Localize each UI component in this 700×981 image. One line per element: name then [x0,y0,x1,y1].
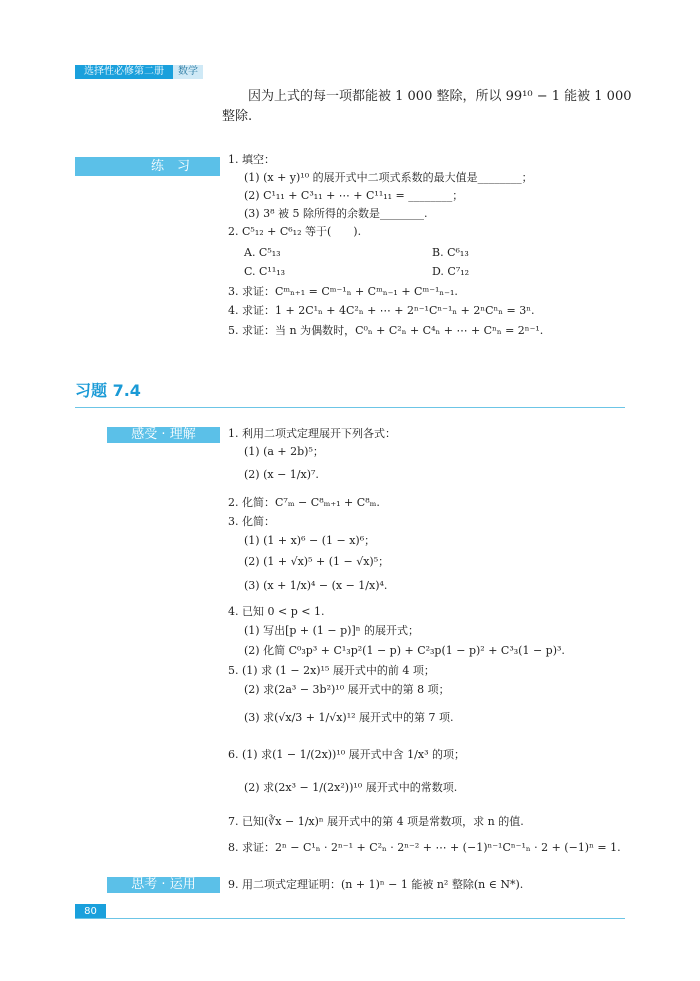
exercise-item: 5. (1) 求 (1 − 2x)¹⁵ 展开式中的前 4 项； [228,664,435,677]
practice-item: 1. 填空： [228,153,275,166]
exercise-item: (2) 化简 C⁰₃p³ + C¹₃p²(1 − p) + C²₃p(1 − p)² + C³₃(1 − p)³. [244,644,565,657]
practice-item: (1) (x + y)¹⁰ 的展开式中二项式系数的最大值是________； [244,171,533,184]
exercise-item: 4. 已知 0 < p < 1. [228,605,325,618]
exercise-item: 3. 化简： [228,515,275,528]
exercise-item: 9. 用二项式定理证明：(n + 1)ⁿ − 1 能被 n² 整除(n ∈ N*). [228,878,524,891]
choice-d: D. C⁷₁₂ [432,265,470,278]
subject-tag: 数学 [173,65,203,79]
choice-a: A. C⁵₁₃ [244,246,281,259]
book-title-tag: 选择性必修第二册 [75,65,173,79]
exercise-item: (1) (a + 2b)⁵； [244,445,324,458]
choice-b: B. C⁶₁₃ [432,246,469,259]
exercise-item: (3) 求(√x/3 + 1/√x)¹² 展开式中的第 7 项. [244,711,454,724]
practice-item: (3) 3⁸ 被 5 除所得的余数是________. [244,207,428,220]
category-label-apply: 思考 · 运用 [107,877,220,893]
exercise-item: (3) (x + 1/x)⁴ − (x − 1/x)⁴. [244,579,388,592]
exercise-item: 2. 化简：C⁷ₘ − C⁸ₘ₊₁ + C⁸ₘ. [228,496,380,509]
intro-line: 整除. [222,109,253,124]
category-label-understand: 感受 · 理解 [107,427,220,443]
exercise-item: (2) (x − 1/x)⁷. [244,468,319,481]
section-divider [75,407,625,408]
practice-label [75,157,220,176]
exercise-item: (1) (1 + x)⁶ − (1 − x)⁶； [244,534,376,547]
choice-c: C. C¹¹₁₃ [244,265,286,278]
practice-item: 2. C⁵₁₂ + C⁶₁₂ 等于( ). [228,225,362,238]
exercise-item: 1. 利用二项式定理展开下列各式： [228,427,396,440]
exercise-item: 6. (1) 求(1 − 1/(2x))¹⁰ 展开式中含 1/x³ 的项； [228,748,465,761]
exercise-item: (2) (1 + √x)⁵ + (1 − √x)⁵； [244,555,390,568]
practice-item: 4. 求证：1 + 2C¹ₙ + 4C²ₙ + ⋯ + 2ⁿ⁻¹Cⁿ⁻¹ₙ + 2ⁿCⁿₙ = 3ⁿ. [228,304,535,317]
practice-item: (2) C¹₁₁ + C³₁₁ + ⋯ + C¹¹₁₁ = ________； [244,189,464,202]
practice-label-text: 练 习 [150,159,190,174]
exercise-item: (2) 求(2x³ − 1/(2x²))¹⁰ 展开式中的常数项. [244,781,458,794]
exercise-item: (2) 求(2a³ − 3b²)¹⁰ 展开式中的第 8 项； [244,683,450,696]
exercise-item: (1) 写出[p + (1 − p)]ⁿ 的展开式； [244,624,420,637]
intro-line: 因为上式的每一项都能被 1 000 整除，所以 99¹⁰ − 1 能被 1 000 [248,89,632,104]
page-number: 80 [75,904,106,919]
section-title: 习题 7.4 [75,381,141,400]
exercise-item: 7. 已知(∛x − 1/x)ⁿ 展开式中的第 4 项是常数项，求 n 的值. [228,815,524,828]
footer-divider [75,918,625,919]
exercise-item: 8. 求证：2ⁿ − C¹ₙ · 2ⁿ⁻¹ + C²ₙ · 2ⁿ⁻² + ⋯ + (−1)ⁿ⁻¹Cⁿ⁻¹ₙ · 2 + (−1)ⁿ = 1. [228,841,621,854]
practice-item: 5. 求证：当 n 为偶数时，C⁰ₙ + C²ₙ + C⁴ₙ + ⋯ + Cⁿₙ = 2ⁿ⁻¹. [228,324,544,337]
practice-item: 3. 求证：Cᵐₙ₊₁ = Cᵐ⁻¹ₙ + Cᵐₙ₋₁ + Cᵐ⁻¹ₙ₋₁. [228,285,458,298]
